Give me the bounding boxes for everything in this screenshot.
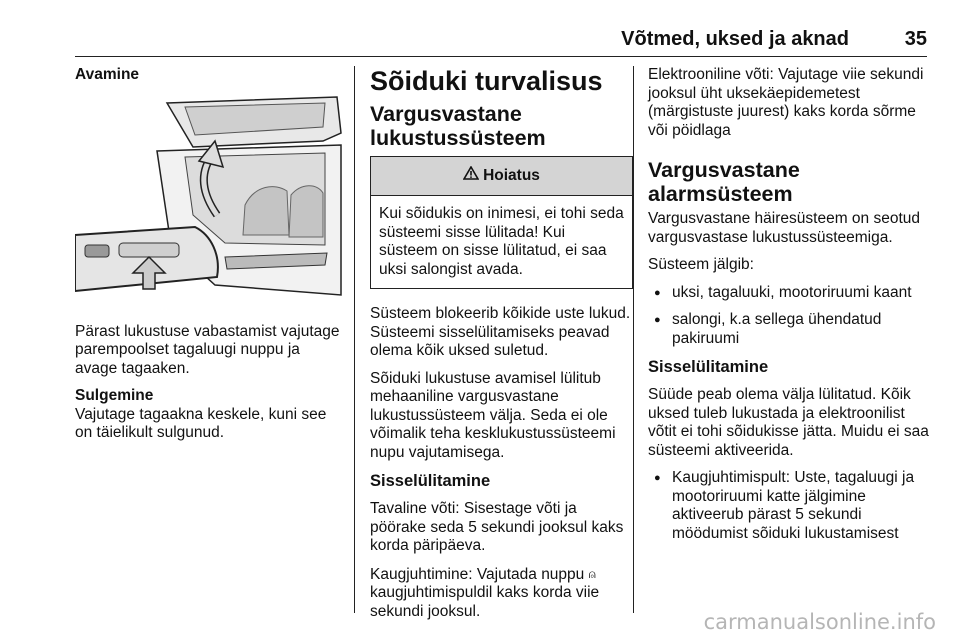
tailgate-illustration-svg [75, 95, 343, 311]
heading-sulgemine: Sulgemine [75, 387, 154, 404]
remote-text: kaugjuhtimispuldil kaks korda viie sekundi jooksul. [370, 584, 600, 620]
paragraph: Tavaline võti: Sisestage võti ja pöörake seda 5 sekundi jooksul kaks korda päripäeva. [370, 500, 624, 554]
seat-shape [289, 185, 323, 236]
warning-triangle-icon [463, 166, 479, 186]
paragraph: Süsteem jälgib: [648, 256, 754, 273]
column-right [648, 66, 930, 552]
section-subtitle: Vargusvastane lukustussüsteem [370, 102, 546, 150]
subheading-sisselulitamine: Sisselülitamine [370, 472, 491, 490]
paragraph-open: Pärast lukustuse vabastamist vajutage parempoolset tagaluugi nuppu ja avage tagaaken. [75, 322, 340, 377]
column-divider [633, 66, 634, 613]
paragraph: Elektrooniline võti: Vajutage viie sekundi jooksul üht uksekäepidemetest (märgistuste juurest) kaks korda sõrme või pöidlaga [648, 66, 924, 139]
list-item: ● uksi, tagaluuki, mootoriruumi kaant [648, 284, 930, 303]
warning-header [371, 157, 632, 196]
detail-handle [119, 243, 179, 257]
monitor-list [648, 284, 930, 349]
paragraph: Süsteem blokeerib kõikide uste lukud. Süsteemi sisselülitamiseks peavad olema kõik uksed suletud. [370, 305, 631, 359]
section-heading-alarm: Vargusvastane alarmsüsteem [648, 158, 800, 206]
page-header [75, 28, 927, 54]
tailgate-opening-illustration [75, 95, 343, 311]
warning-title: Hoiatus [483, 166, 540, 184]
page-number: 35 [904, 28, 927, 50]
watermark: carmanualsonline.info [703, 610, 936, 634]
warning-box [370, 156, 633, 289]
heading-avamine: Avamine [75, 66, 140, 83]
warning-text: Kui sõidukis on inimesi, ei tohi seda süsteemi sisse lülitada! Kui süsteem on sisse lülitatud, ei saa uksi salongist avada. [379, 205, 624, 278]
paragraph: Sõiduki lukustuse avamisel lülitub mehaaniline vargusvastane lukustussüsteem välja. Seda ei ole võimalik teha kesklukustussüsteemi nupu vajutamisega. [370, 369, 616, 461]
section-title: Sõiduki turvalisus [370, 66, 603, 96]
lock-button-icon: ⍝ [588, 566, 596, 581]
subheading-sisselulitamine: Sisselülitamine [648, 358, 769, 376]
paragraph-close: Vajutage tagaakna keskele, kuni see on täielikult sulgunud. [75, 405, 327, 441]
column-left [75, 66, 343, 452]
paragraph: Süüde peab olema välja lülitatud. Kõik uksed tuleb lukustada ja elektroonilist võtit ei tohi sõidukisse jätta. Muidu ei saa süsteemi aktiveerida. [648, 386, 929, 459]
column-middle [370, 66, 633, 630]
paragraph-remote [370, 565, 633, 622]
remote-text: Kaugjuhtimine: Vajutada nuppu [370, 565, 585, 583]
paragraph: Vargusvastane häiresüsteem on seotud vargusvastase lukustussüsteemiga. [648, 210, 920, 246]
list-item: ● Kaugjuhtimispult: Uste, tagaluugi ja mootoriruumi katte jälgimine aktiveerub pärast 5 sekundi möödumist sõiduki lukustamisest [648, 469, 930, 543]
header-title: Võtmed, uksed ja aknad [621, 28, 849, 50]
header-rule [75, 56, 927, 57]
list-item: ● salongi, k.a sellega ühendatud pakiruumi [648, 311, 930, 348]
detail-button [85, 245, 109, 257]
column-divider [354, 66, 355, 613]
activation-list [648, 469, 930, 543]
